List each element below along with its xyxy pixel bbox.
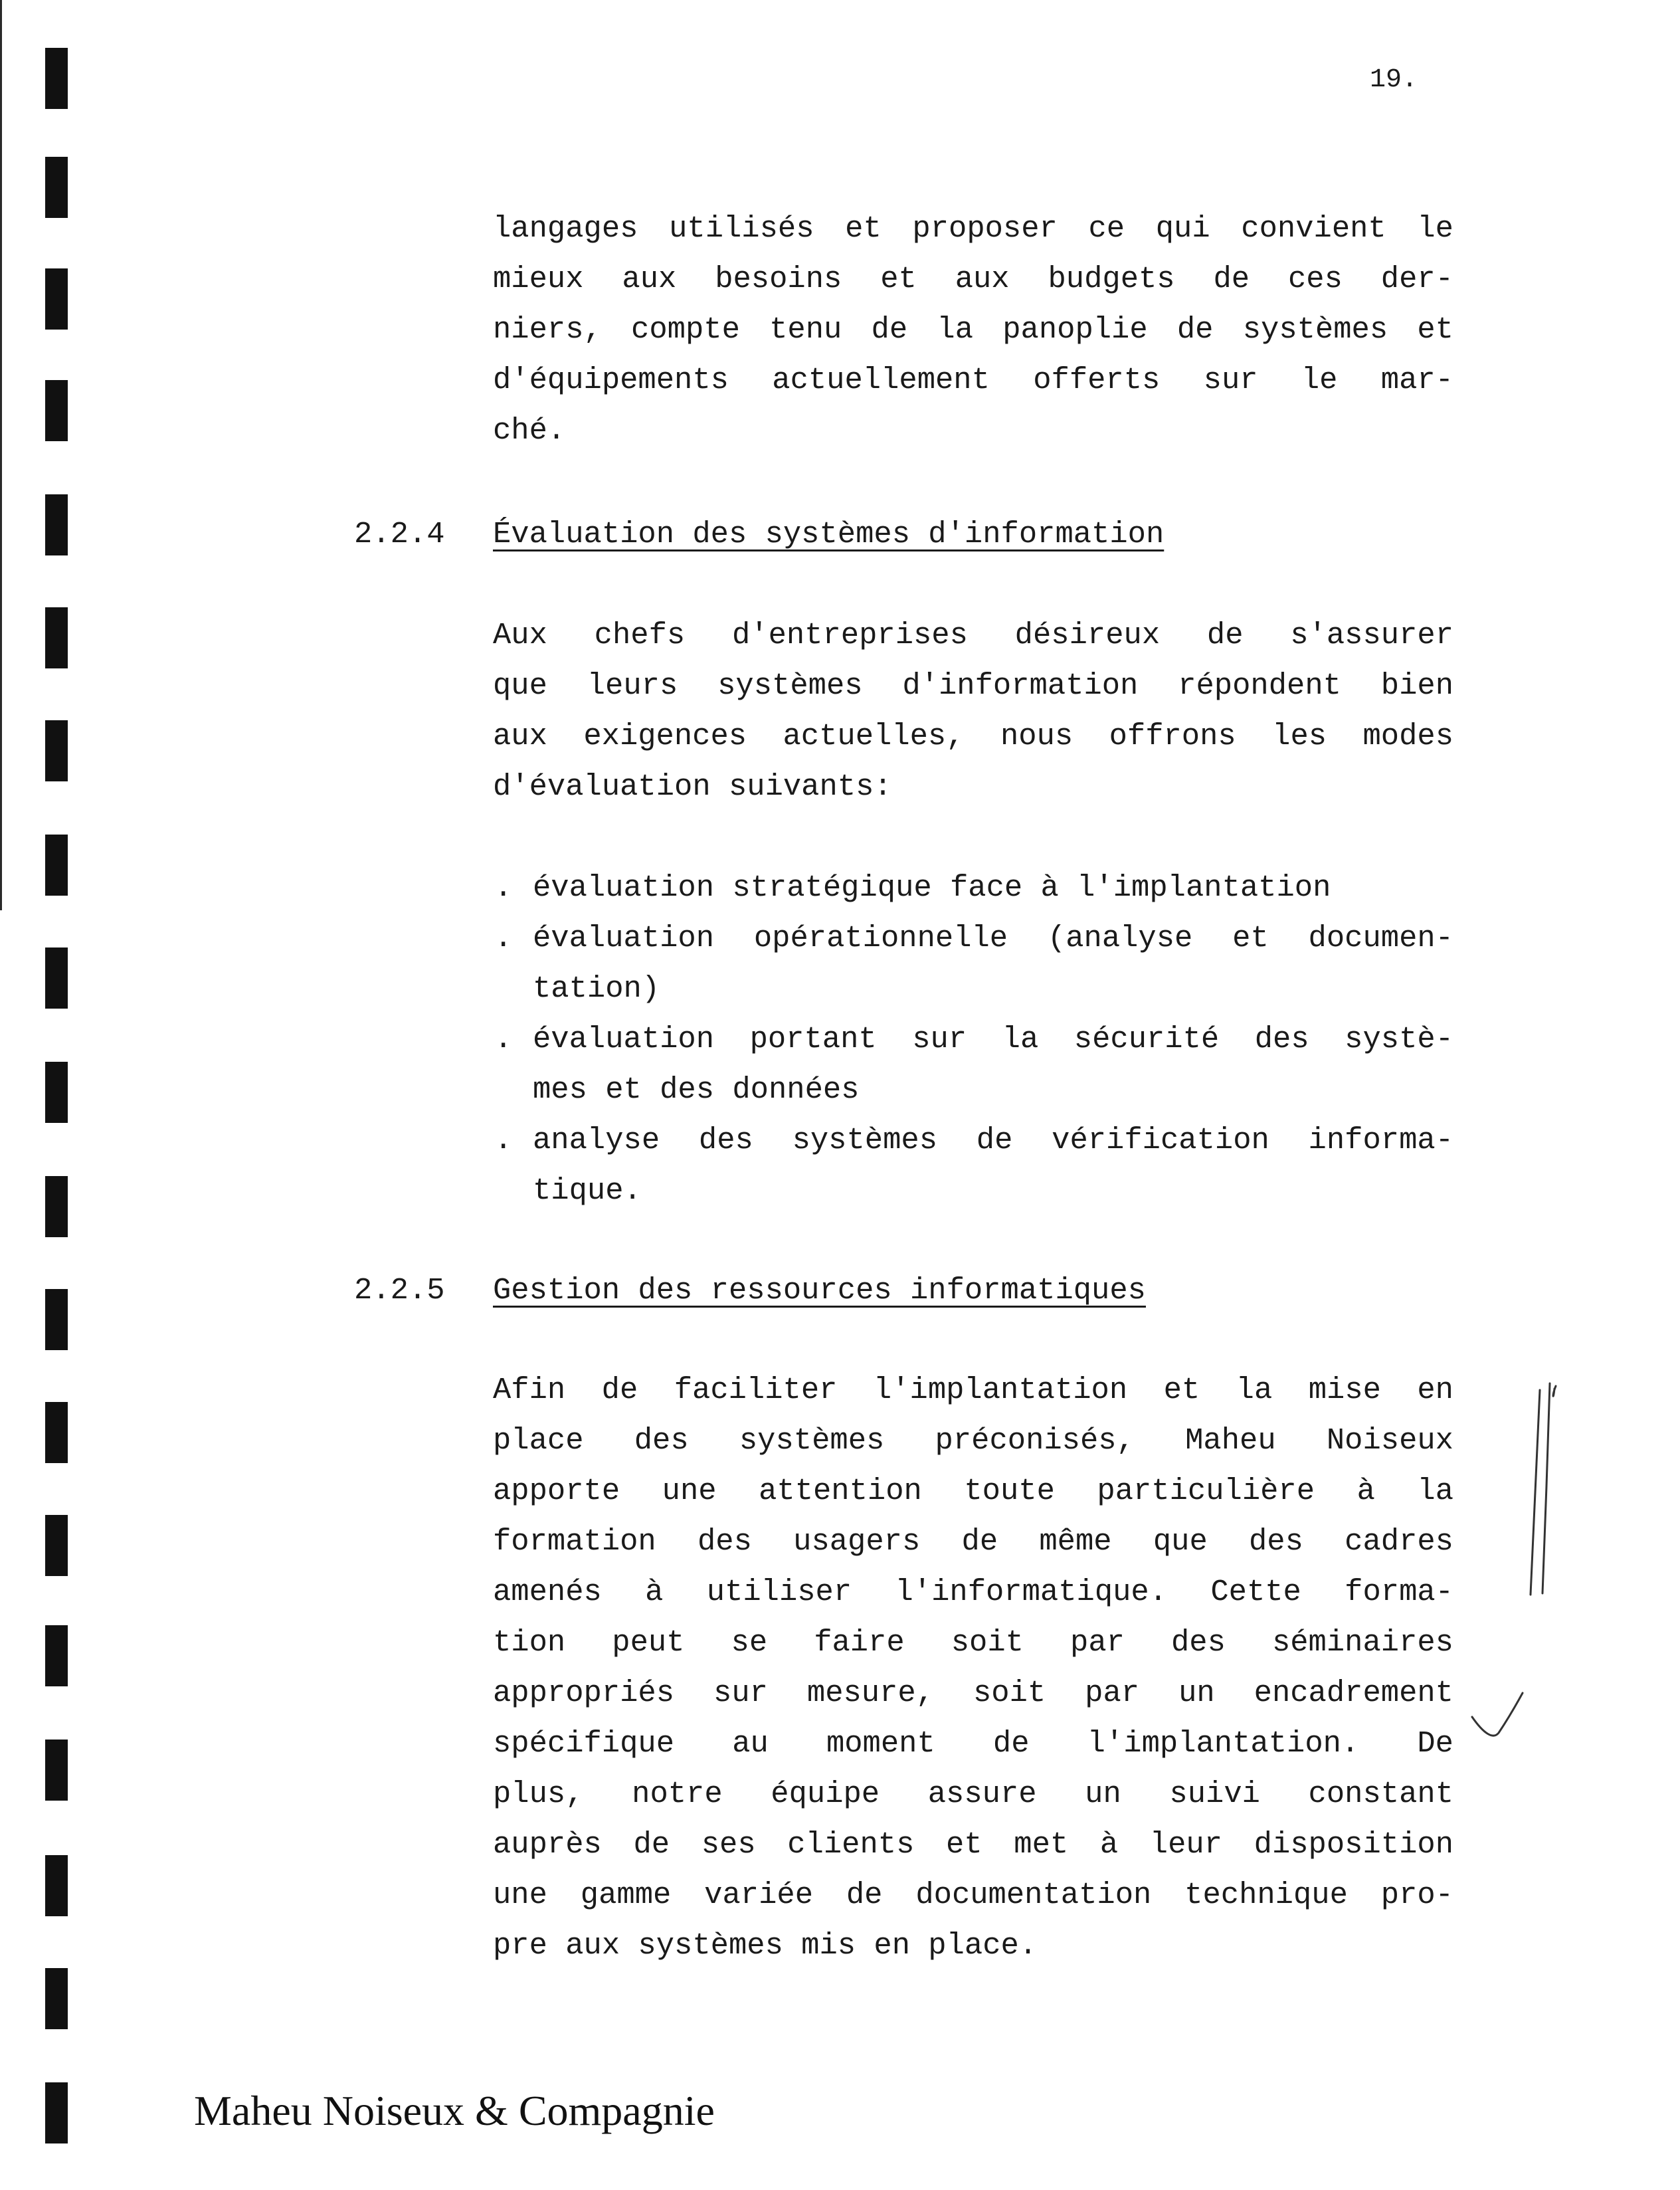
text-line: formation des usagers de même que des cadres: [493, 1524, 1453, 1559]
section-number: 2.2.5: [354, 1273, 445, 1308]
list-item-text: évaluation stratégique face à l'implantation: [533, 870, 1331, 905]
page-number: 19.: [1370, 65, 1418, 95]
list-item-text: évaluation opérationnelle (analyse et documen-: [533, 921, 1453, 955]
text-line: d'équipements actuellement offerts sur le mar-: [493, 363, 1453, 397]
bullet-dot: .: [494, 1123, 513, 1157]
margin-vertical-strokes: [1531, 1383, 1556, 1595]
text-line: Afin de faciliter l'implantation et la mise en: [493, 1373, 1453, 1407]
list-item-text: mes et des données: [533, 1072, 860, 1107]
text-line: plus, notre équipe assure un suivi constant: [493, 1777, 1453, 1811]
text-line: une gamme variée de documentation technique pro-: [493, 1878, 1453, 1912]
text-line: Aux chefs d'entreprises désireux de s'assurer: [493, 618, 1453, 652]
text-line: aux exigences actuelles, nous offrons les modes: [493, 719, 1453, 753]
text-line: apporte une attention toute particulière à la: [493, 1474, 1453, 1508]
list-item-text: tation): [533, 971, 660, 1006]
text-line: que leurs systèmes d'information répondent bien: [493, 668, 1453, 703]
bullet-dot: .: [494, 870, 513, 905]
text-line: pre aux systèmes mis en place.: [493, 1928, 1038, 1963]
text-line: amenés à utiliser l'informatique. Cette forma-: [493, 1575, 1453, 1609]
text-line: spécifique au moment de l'implantation. De: [493, 1726, 1453, 1761]
list-item-text: analyse des systèmes de vérification informa-: [533, 1123, 1453, 1157]
section-number: 2.2.4: [354, 517, 445, 551]
text-line: tion peut se faire soit par des séminaires: [493, 1625, 1453, 1660]
section-title: Évaluation des systèmes d'information: [493, 517, 1165, 551]
section-title: Gestion des ressources informatiques: [493, 1273, 1146, 1308]
text-line: mieux aux besoins et aux budgets de ces der-: [493, 262, 1453, 296]
text-line: langages utilisés et proposer ce qui convient le: [493, 211, 1453, 246]
list-item-text: évaluation portant sur la sécurité des systè-: [533, 1022, 1453, 1056]
text-line: d'évaluation suivants:: [493, 769, 892, 804]
text-line: appropriés sur mesure, soit par un encadrement: [493, 1676, 1453, 1710]
bullet-dot: .: [494, 921, 513, 955]
bullet-dot: .: [494, 1022, 513, 1056]
text-line: place des systèmes préconisés, Maheu Noiseux: [493, 1423, 1453, 1458]
text-line: auprès de ses clients et met à leur disposition: [493, 1827, 1453, 1862]
text-line: ché.: [493, 413, 566, 448]
checkmark-icon: [1472, 1693, 1523, 1736]
list-item-text: tique.: [533, 1173, 642, 1208]
company-name-footer: Maheu Noiseux & Compagnie: [194, 2087, 715, 2134]
text-line: niers, compte tenu de la panoplie de systèmes et: [493, 312, 1453, 347]
